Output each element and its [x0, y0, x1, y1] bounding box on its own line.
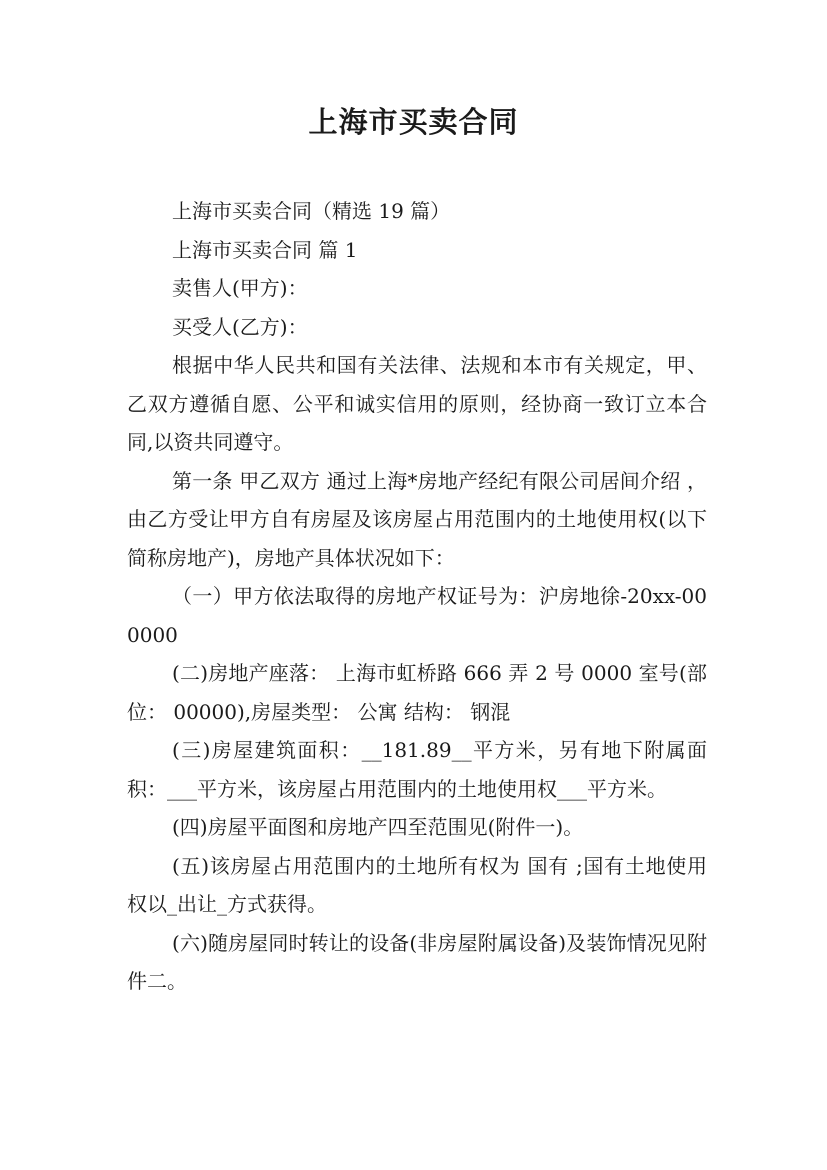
document-title: 上海市买卖合同	[308, 105, 519, 139]
paragraph-item-6: (六)随房屋同时转让的设备(非房屋附属设备)及装饰情况见附件二。	[127, 930, 707, 993]
paragraph-subtitle: 上海市买卖合同（精选 19 篇）	[172, 199, 451, 223]
paragraph-item-3: (三)房屋建筑面积：__181.89__平方米，另有地下附属面积：___平方米，该房屋占用范围内的土地使用权___平方米。	[127, 738, 707, 801]
paragraph-item-2: (二)房地产座落： 上海市虹桥路 666 弄 2 号 0000 室号(部位： 00000),房屋类型： 公寓 结构： 钢混	[127, 661, 707, 724]
paragraph-item-1: （一）甲方依法取得的房地产权证号为：沪房地徐-20xx-000000	[127, 584, 707, 647]
paragraph-seller: 卖售人(甲方)：	[172, 276, 308, 300]
paragraph-item-5: (五)该房屋占用范围内的土地所有权为 国有 ;国有土地使用权以_出让_方式获得。	[127, 853, 707, 916]
paragraph-preamble: 根据中华人民共和国有关法律、法规和本市有关规定，甲、乙双方遵循自愿、公平和诚实信用的原则，经协商一致订立本合同,以资共同遵守。	[127, 353, 707, 454]
paragraph-article-1: 第一条 甲乙双方 通过上海*房地产经纪有限公司居间介绍 ，由乙方受让甲方自有房屋及该房屋占用范围内的土地使用权(以下简称房地产)，房地产具体状况如下：	[127, 468, 707, 570]
paragraph-section-heading: 上海市买卖合同 篇 1	[172, 237, 358, 262]
paragraph-buyer: 买受人(乙方)：	[172, 314, 308, 339]
document-body	[127, 192, 707, 1001]
paragraph-item-4: (四)房屋平面图和房地产四至范围见(附件一)。	[172, 815, 584, 839]
